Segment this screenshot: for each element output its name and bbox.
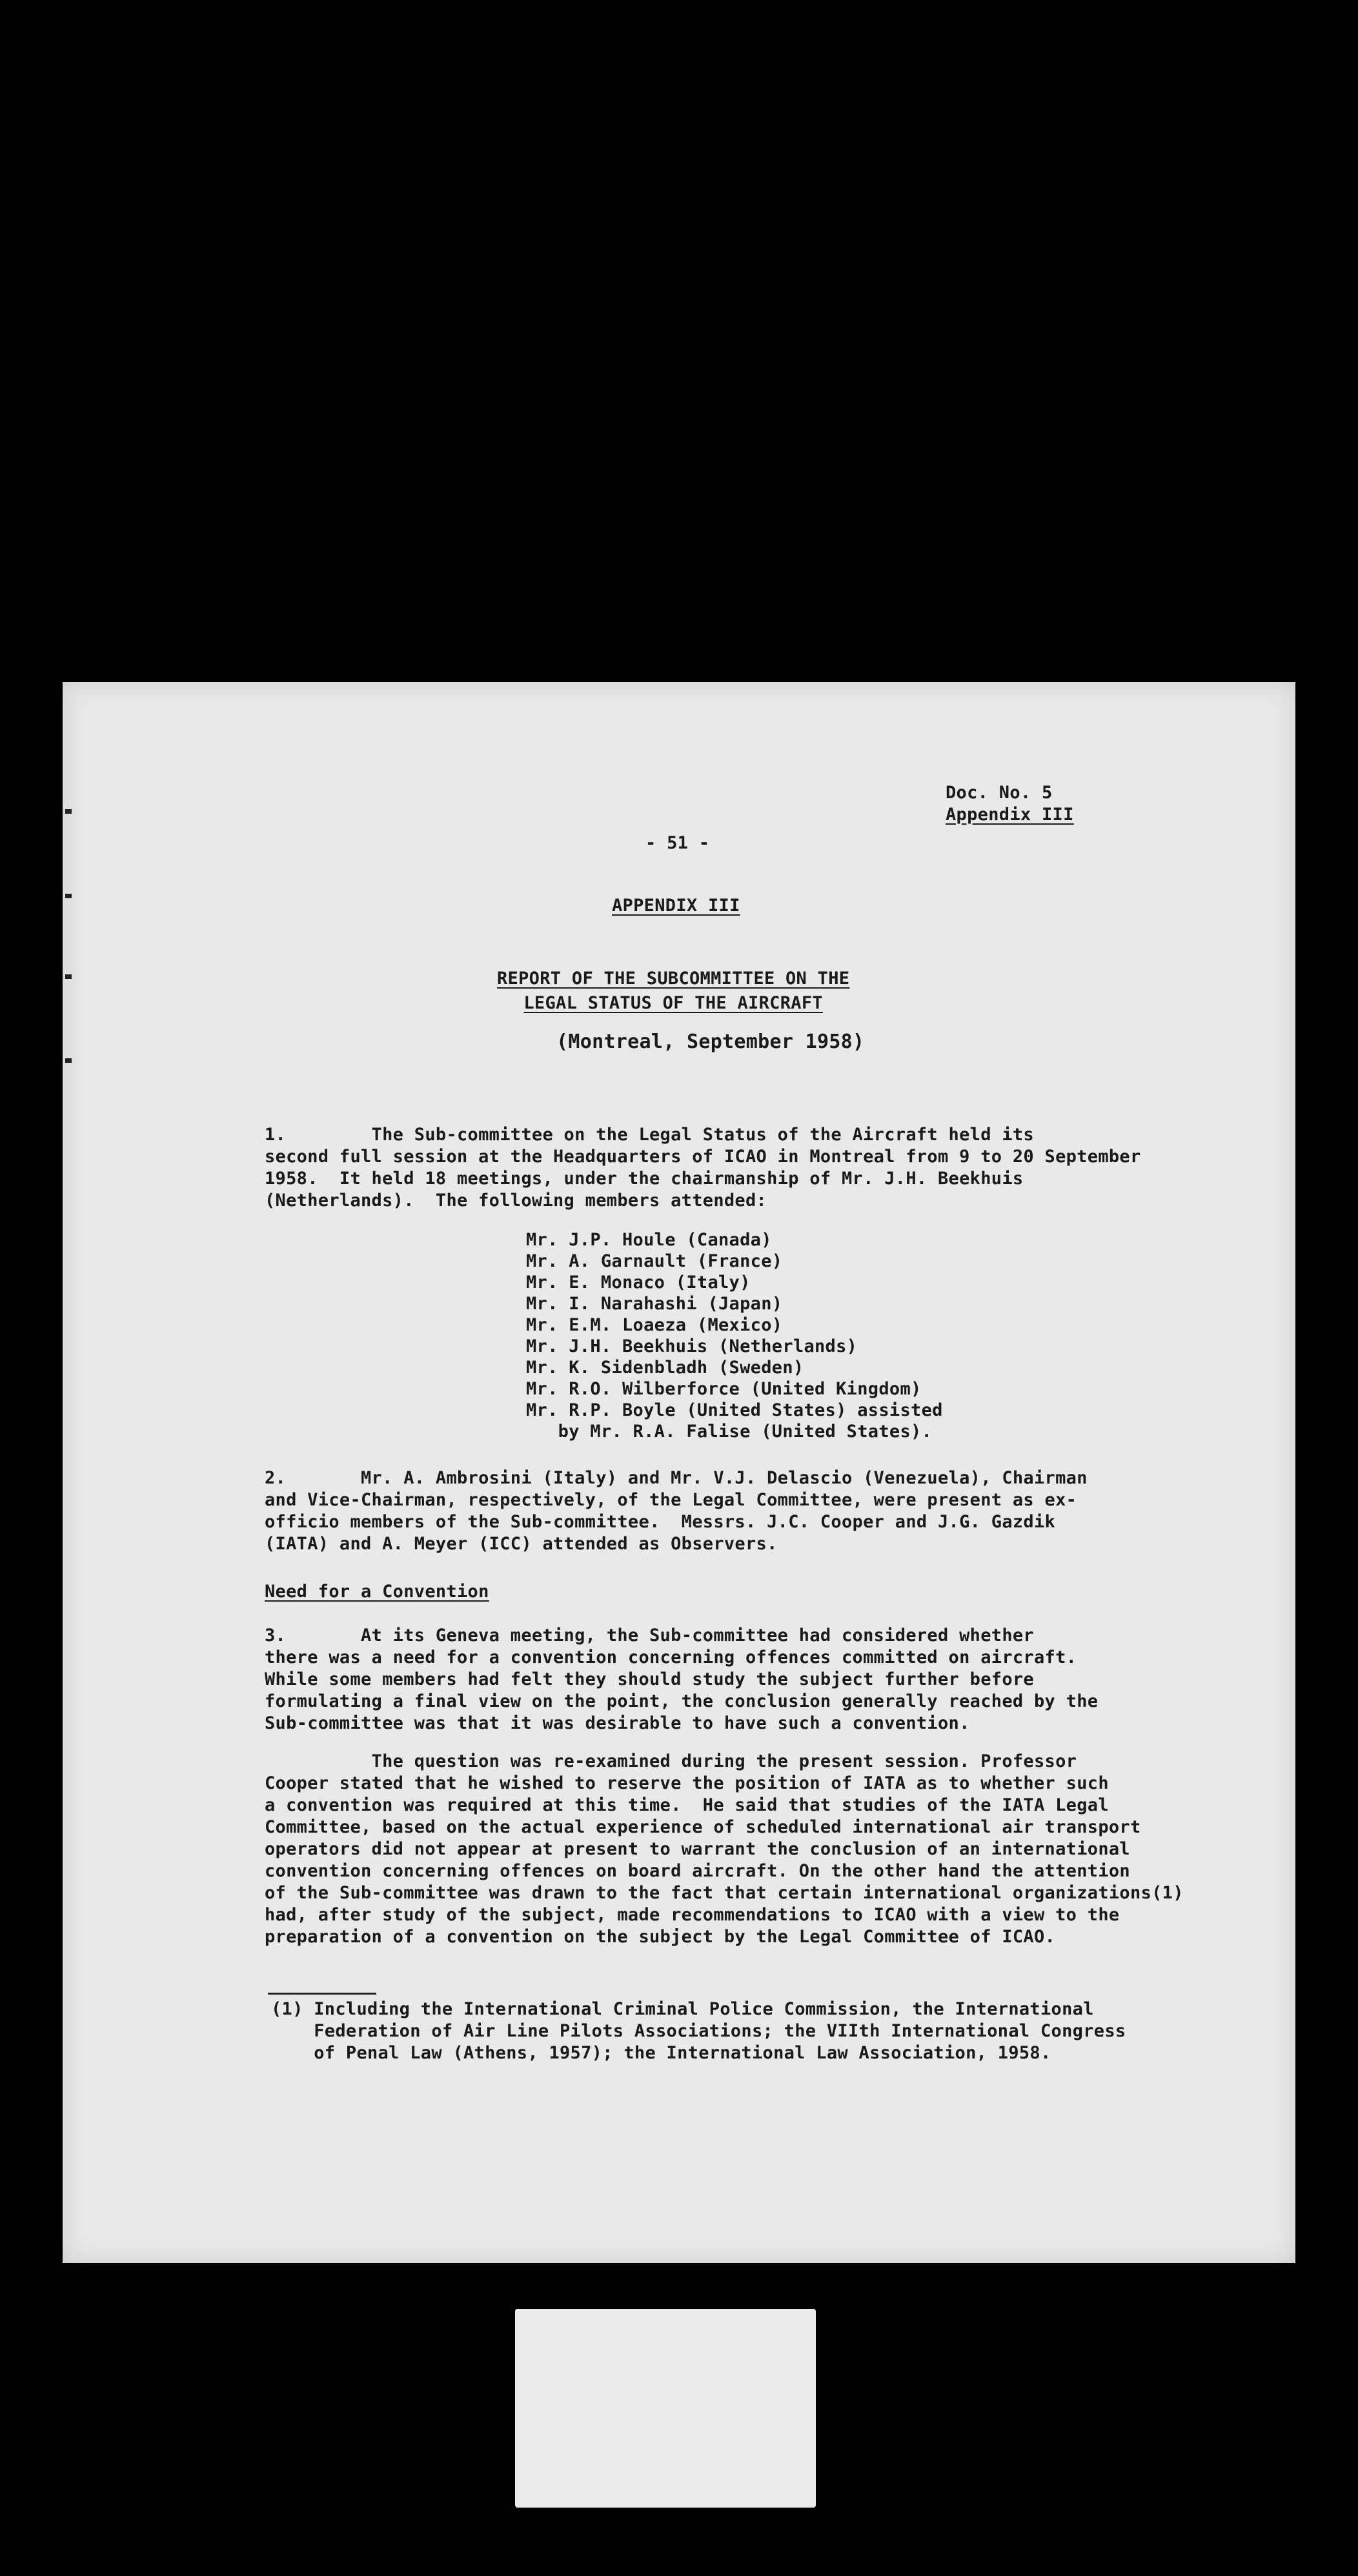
attendee-item: Mr. I. Narahashi (Japan) xyxy=(526,1294,783,1314)
paragraph-line: officio members of the Sub-committee. Messrs. J.C. Cooper and J.G. Gazdik xyxy=(265,1512,1056,1532)
punch-mark xyxy=(65,974,72,979)
section-heading: Need for a Convention xyxy=(265,1582,489,1602)
paragraph-line: (Netherlands). The following members attended: xyxy=(265,1191,767,1211)
paragraph-line: 1. The Sub-committee on the Legal Status of the Aircraft held its xyxy=(265,1125,1034,1145)
paragraph-line: Sub-committee was that it was desirable to have such a convention. xyxy=(265,1713,970,1733)
doc-reference xyxy=(946,782,1074,826)
paragraph-line: a convention was required at this time. He said that studies of the IATA Legal xyxy=(265,1795,1109,1815)
paragraph-line: While some members had felt they should study the subject further before xyxy=(265,1669,1034,1689)
paragraph-3 xyxy=(265,1625,1098,1735)
paragraph-1 xyxy=(265,1124,1141,1212)
footnote-line: of Penal Law (Athens, 1957); the International Law Association, 1958. xyxy=(271,2043,1051,2063)
attendee-item: Mr. E. Monaco (Italy) xyxy=(526,1273,751,1293)
doc-number: Doc. No. 5 xyxy=(946,783,1053,803)
paragraph-line: and Vice-Chairman, respectively, of the Legal Committee, were present as ex- xyxy=(265,1490,1077,1510)
report-title xyxy=(497,967,849,1016)
footnote-line: (1) Including the International Criminal Police Commission, the International xyxy=(271,1999,1094,2019)
doc-appendix-ref: Appendix III xyxy=(946,805,1074,825)
attendee-item: Mr. J.H. Beekhuis (Netherlands) xyxy=(526,1336,858,1356)
attendee-item: Mr. J.P. Houle (Canada) xyxy=(526,1230,772,1250)
blank-target-card xyxy=(515,2309,816,2508)
attendee-item: Mr. R.P. Boyle (United States) assisted xyxy=(526,1400,943,1420)
attendee-item: Mr. E.M. Loaeza (Mexico) xyxy=(526,1315,783,1335)
appendix-title: APPENDIX III xyxy=(612,896,740,916)
report-title-line1: REPORT OF THE SUBCOMMITTEE ON THE xyxy=(497,969,850,989)
paragraph-line: of the Sub-committee was drawn to the fact that certain international organizations(1) xyxy=(265,1883,1184,1903)
paragraph-2 xyxy=(265,1467,1088,1555)
paragraph-line: Committee, based on the actual experience of scheduled international air transport xyxy=(265,1817,1141,1837)
attendee-item: Mr. K. Sidenbladh (Sweden) xyxy=(526,1358,804,1378)
page-number: - 51 - xyxy=(645,833,710,853)
paragraph-line: Cooper stated that he wished to reserve the position of IATA as to whether such xyxy=(265,1773,1109,1793)
paragraph-line: (IATA) and A. Meyer (ICC) attended as Observers. xyxy=(265,1534,778,1554)
report-title-line2: LEGAL STATUS OF THE AIRCRAFT xyxy=(523,993,823,1013)
attendee-item: by Mr. R.A. Falise (United States). xyxy=(526,1422,933,1442)
punch-mark xyxy=(65,809,72,814)
paragraph-line: 3. At its Geneva meeting, the Sub-committee had considered whether xyxy=(265,1625,1034,1645)
attendee-list xyxy=(526,1229,943,1442)
paragraph-line: 1958. It held 18 meetings, under the chairmanship of Mr. J.H. Beekhuis xyxy=(265,1169,1024,1189)
punch-mark xyxy=(65,1058,72,1063)
attendee-item: Mr. R.O. Wilberforce (United Kingdom) xyxy=(526,1379,922,1399)
attendee-item: Mr. A. Garnault (France) xyxy=(526,1251,783,1271)
paragraph-line: operators did not appear at present to warrant the conclusion of an international xyxy=(265,1839,1130,1859)
paragraph-line: there was a need for a convention concerning offences committed on aircraft. xyxy=(265,1647,1077,1667)
paragraph-line: convention concerning offences on board aircraft. On the other hand the attention xyxy=(265,1861,1130,1881)
punch-mark xyxy=(65,894,72,898)
footnote xyxy=(271,1998,1126,2064)
paragraph-line: The question was re-examined during the present session. Professor xyxy=(265,1751,1077,1771)
paragraph-line: had, after study of the subject, made recommendations to ICAO with a view to the xyxy=(265,1905,1120,1925)
paragraph-line: preparation of a convention on the subject by the Legal Committee of ICAO. xyxy=(265,1927,1056,1947)
paragraph-line: formulating a final view on the point, the conclusion generally reached by the xyxy=(265,1691,1099,1711)
paragraph-4 xyxy=(265,1751,1184,1948)
paragraph-line: 2. Mr. A. Ambrosini (Italy) and Mr. V.J. Delascio (Venezuela), Chairman xyxy=(265,1468,1088,1488)
paragraph-line: second full session at the Headquarters of ICAO in Montreal from 9 to 20 September xyxy=(265,1147,1141,1167)
footnote-line: Federation of Air Line Pilots Associations; the VIIth International Congress xyxy=(271,2021,1126,2041)
report-subtitle: (Montreal, September 1958) xyxy=(556,1031,865,1053)
footnote-divider xyxy=(268,1993,376,1995)
